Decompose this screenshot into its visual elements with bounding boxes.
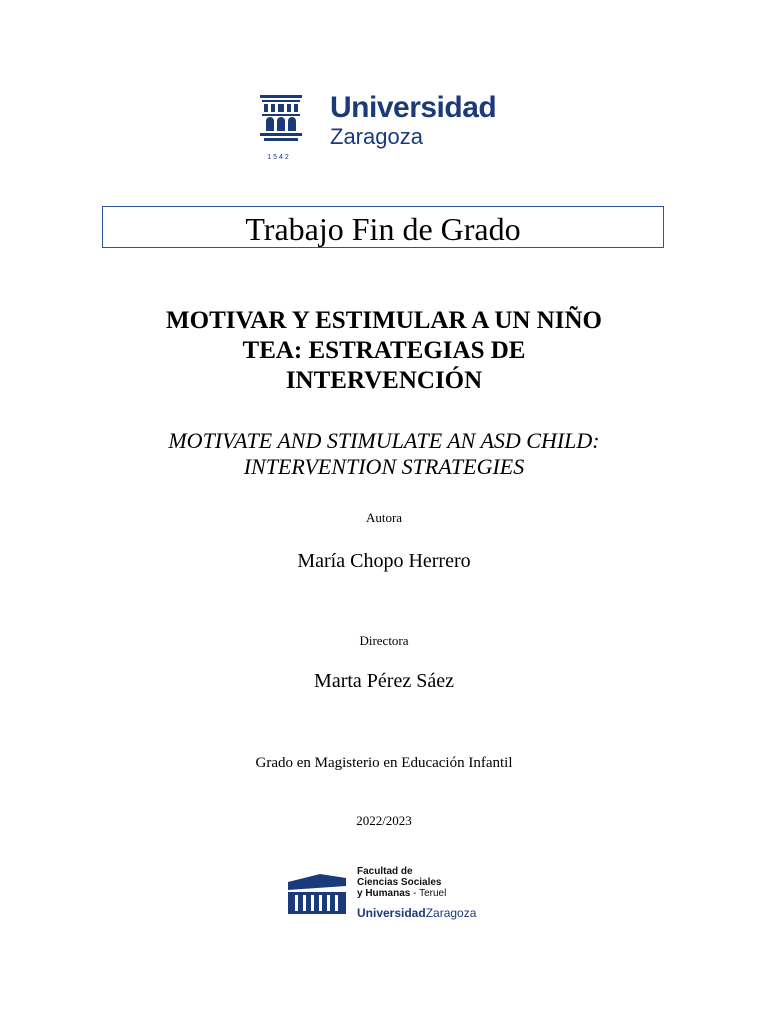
degree-name: Grado en Magisterio en Educación Infantil [255,755,513,771]
document-type-title: Trabajo Fin de Grado [102,206,664,248]
faculty-name-line: Facultad de [357,866,413,877]
author-label: Autora [365,510,403,525]
thesis-title-spanish [0,306,768,396]
thesis-title-spanish-line: MOTIVAR Y ESTIMULAR A UN NIÑO [166,307,602,334]
university-name: Universidad [330,91,497,124]
faculty-name [357,866,446,899]
faculty-name-line [357,888,446,899]
thesis-title-english [0,428,768,480]
university-logo [258,93,518,168]
faculty-building-icon [286,872,348,916]
faculty-logo [286,866,486,922]
faculty-university-name [357,906,476,920]
director-name: Marta Pérez Sáez [314,670,454,692]
academic-year: 2022/2023 [356,813,412,828]
faculty-university-bold: Universidad [357,906,426,920]
thesis-title-spanish-line: TEA: ESTRATEGIAS DE [242,337,526,364]
director-label: Directora [359,633,409,648]
thesis-title-english-line: MOTIVATE AND STIMULATE AN ASD CHILD: [168,428,600,453]
author-name: María Chopo Herrero [297,550,471,572]
university-founding-year: 1542 [267,154,291,161]
faculty-university-city: Zaragoza [425,906,477,920]
faculty-name-line: Ciencias Sociales [357,877,442,888]
thesis-title-english-line: INTERVENTION STRATEGIES [243,454,525,479]
faculty-name-bold: y Humanas [357,888,411,899]
university-building-icon [258,93,304,153]
university-city: Zaragoza [330,124,423,149]
thesis-title-spanish-line: INTERVENCIÓN [285,367,483,394]
faculty-location: - Teruel [410,888,447,899]
